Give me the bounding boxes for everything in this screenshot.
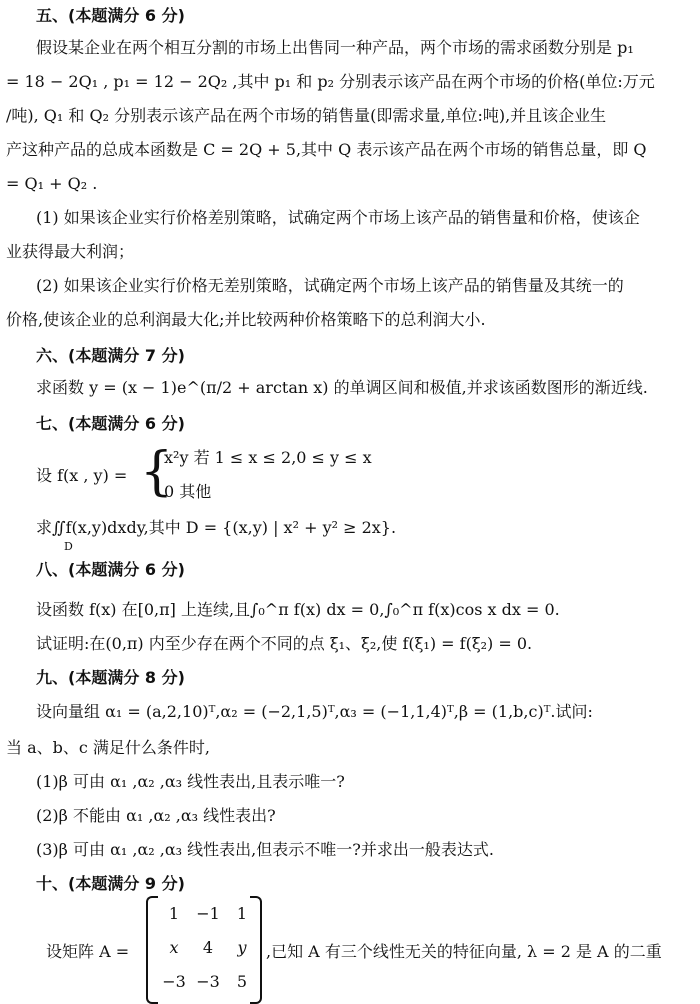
- section-7-case-1: x²y 若 1 ≤ x ≤ 2,0 ≤ y ≤ x: [164, 448, 372, 467]
- section-5-line-1: 假设某企业在两个相互分割的市场上出售同一种产品，两个市场的需求函数分别是 p₁: [36, 38, 634, 57]
- section-9-item-2: (2)β 不能由 α₁ ,α₂ ,α₃ 线性表出?: [36, 806, 276, 825]
- section-5-line-3: /吨), Q₁ 和 Q₂ 分别表示该产品在两个市场的销售量(即需求量,单位:吨),并且该企业生: [6, 106, 607, 125]
- section-5-line-4: 产这种产品的总成本函数是 C = 2Q + 5,其中 Q 表示该产品在两个市场的销售总量，即 Q: [6, 140, 647, 159]
- matrix-cell: y: [237, 938, 247, 957]
- section-7-heading: 七、(本题满分 6 分): [36, 414, 185, 433]
- section-10-heading: 十、(本题满分 9 分): [36, 874, 185, 893]
- section-5-line-7: 业获得最大利润；: [6, 242, 135, 261]
- section-5-heading: 五、(本题满分 6 分): [36, 6, 185, 25]
- section-7-case-2: 0 其他: [164, 482, 212, 501]
- matrix-a: [146, 896, 264, 1000]
- section-6-heading: 六、(本题满分 7 分): [36, 346, 185, 365]
- matrix-cell: −3: [162, 972, 186, 991]
- section-5-line-6: (1) 如果该企业实行价格差别策略，试确定两个市场上该产品的销售量和价格，使该企: [36, 208, 640, 227]
- section-9-line-2: 当 a、b、c 满足什么条件时,: [6, 738, 211, 757]
- matrix-cell: −3: [196, 972, 220, 991]
- matrix-cell: x: [169, 938, 179, 957]
- left-brace-icon: {: [140, 442, 174, 502]
- matrix-cell: −1: [196, 904, 220, 923]
- matrix-cell: 1: [236, 904, 248, 923]
- section-5-line-8: (2) 如果该企业实行价格无差别策略，试确定两个市场上该产品的销售量及其统一的: [36, 276, 624, 295]
- matrix-right-bracket: [250, 896, 262, 1004]
- section-7-def-prefix: 设 f(x , y) =: [36, 466, 128, 485]
- section-8-heading: 八、(本题满分 6 分): [36, 560, 185, 579]
- section-9-item-1: (1)β 可由 α₁ ,α₂ ,α₃ 线性表出,且表示唯一?: [36, 772, 345, 791]
- matrix-cell: 4: [202, 938, 214, 957]
- section-9-item-3: (3)β 可由 α₁ ,α₂ ,α₃ 线性表出,但表示不唯一?并求出一般表达式.: [36, 840, 494, 859]
- section-6-line: 求函数 y = (x − 1)e^(π/2 + arctan x) 的单调区间和极值,并求该函数图形的渐近线.: [36, 378, 648, 397]
- section-9-heading: 九、(本题满分 8 分): [36, 668, 185, 687]
- matrix-cell: 5: [236, 972, 248, 991]
- section-8-line-2: 试证明:在(0,π) 内至少存在两个不同的点 ξ₁、ξ₂,使 f(ξ₁) = f(ξ₂) = 0.: [36, 634, 533, 653]
- section-8-line-1: 设函数 f(x) 在[0,π] 上连续,且∫₀^π f(x) dx = 0,∫₀^π f(x)cos x dx = 0.: [36, 600, 560, 619]
- section-9-line-1: 设向量组 α₁ = (a,2,10)ᵀ,α₂ = (−2,1,5)ᵀ,α₃ = (−1,1,4)ᵀ,β = (1,b,c)ᵀ.试问:: [36, 702, 593, 721]
- section-5-line-9: 价格,使该企业的总利润最大化;并比较两种价格策略下的总利润大小.: [6, 310, 486, 329]
- section-10-prefix: 设矩阵 A =: [46, 942, 130, 961]
- matrix-cell: 1: [168, 904, 180, 923]
- section-7-question: 求∬f(x,y)dxdy,其中 D = {(x,y) | x² + y² ≥ 2x}.: [36, 518, 397, 537]
- section-10-suffix: ,已知 A 有三个线性无关的特征向量, λ = 2 是 A 的二重: [266, 942, 662, 961]
- section-5-line-2: = 18 − 2Q₁ , p₁ = 12 − 2Q₂ ,其中 p₁ 和 p₂ 分别表示该产品在两个市场的价格(单位:万元: [6, 72, 655, 91]
- section-7-domain-label: D: [64, 540, 73, 553]
- section-5-line-5: = Q₁ + Q₂ .: [6, 174, 98, 193]
